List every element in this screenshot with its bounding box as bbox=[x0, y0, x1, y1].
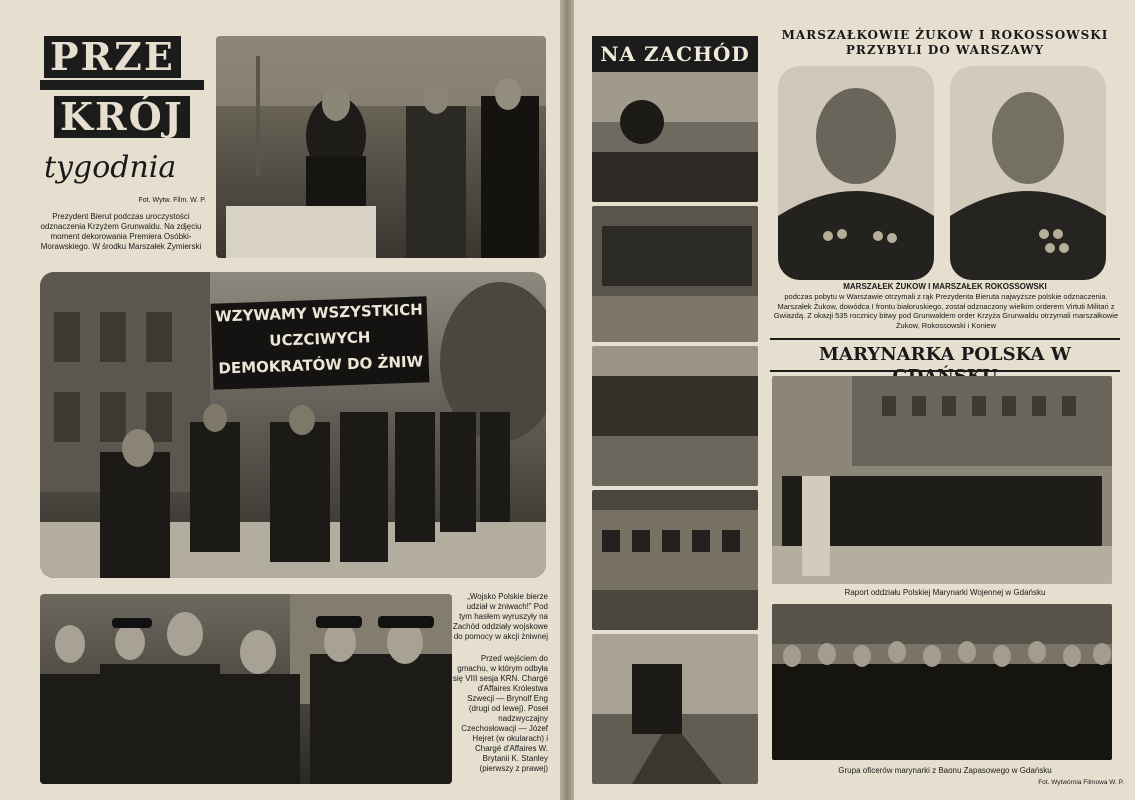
photo-navy-report bbox=[772, 376, 1112, 584]
photo-diplomats bbox=[40, 594, 452, 784]
photo-ceremony bbox=[216, 36, 546, 258]
caption-harvest-march: „Wojsko Polskie bierze udział w żniwach!” Pod tym hasłem wyruszyły na Zachód oddziały wojskowe do pomocy w akcji żniwnej bbox=[452, 592, 548, 641]
caption-ceremony: Prezydent Bierut podczas uroczystości odznaczenia Krzyżem Grunwaldu. Na zdjęciu moment dekorowania Premiera Osóbki-Morawskiego. W środku Marszałek Żymierski bbox=[40, 212, 202, 251]
banner-line1: WZYWAMY WSZYSTKICH bbox=[214, 300, 424, 326]
photo-credit-top: Fot. Wytw. Film. W. P. bbox=[138, 197, 206, 204]
masthead-subtitle: tygodnia bbox=[44, 150, 177, 185]
photo-marshal-zhukov bbox=[778, 66, 934, 280]
photo-west-3 bbox=[592, 346, 758, 486]
right-page bbox=[574, 0, 1135, 800]
spread-gutter bbox=[560, 0, 574, 800]
section-na-zachod: NA ZACHÓD bbox=[592, 36, 758, 72]
headline-navy: MARYNARKA POLSKA W bbox=[819, 344, 1071, 365]
photo-west-2 bbox=[592, 206, 758, 342]
caption-marshals-title: MARSZAŁEK ŻUKOW I MARSZAŁEK ROKOSSOWSKI bbox=[843, 282, 1047, 291]
navy-top-rule bbox=[770, 338, 1120, 340]
caption-navy-report: Raport oddziału Polskiej Marynarki Wojennej w Gdańsku bbox=[844, 588, 1046, 597]
caption-navy-officers: Grupa oficerów marynarki z Baonu Zapasowego w Gdańsku bbox=[838, 766, 1052, 775]
photo-west-5 bbox=[592, 634, 758, 784]
photo-west-4 bbox=[592, 490, 758, 630]
masthead-bar bbox=[40, 80, 204, 90]
headline-marshals-line1: MARSZAŁKOWIE ŻUKOW I ROKOSSOWSKI bbox=[781, 28, 1109, 42]
caption-marshals: podczas pobytu w Warszawie otrzymali z rąk Prezydenta Bieruta najwyższe polskie odznaczenia. Marszałek Żukow, dowódca I frontu białoruskiego, został odznaczony wielkim orderem Virtuti Militari z Gwiazdą. Z okazji 535 rocznicy bitwy pod Grunwaldem order Krzyża Grunwaldu otrzymali marszałkowie Żukow, Rokossowski i Koniew bbox=[773, 292, 1119, 330]
photo-navy-officers bbox=[772, 604, 1112, 760]
photo-west-1 bbox=[592, 72, 758, 202]
masthead-line1: PRZE bbox=[44, 36, 181, 78]
banner-line2: UCZCIWYCH bbox=[269, 328, 371, 350]
protest-banner bbox=[211, 296, 430, 389]
photo-marshal-rokossovsky bbox=[950, 66, 1106, 280]
headline-marshals-line2: PRZYBYLI DO WARSZAWY bbox=[845, 43, 1045, 57]
masthead-line2: KRÓJ bbox=[54, 96, 190, 138]
headline-marshals bbox=[770, 28, 1120, 58]
caption-diplomats: Przed wejściem do gmachu, w którym odbyła się VIII sesja KRN. Chargé d'Affaires Królestwa Szwecji — Brynolf Eng (drugi od lewej). Poseł nadzwyczajny Czechosłowacji — Józef Hejret (w okularach) i Chargé d'Affaires W. Brytanii K. Stanley (pierwszy z prawej) bbox=[452, 654, 548, 773]
photo-credit-bottom: Fot. Wytwórnia Filmowa W. P. bbox=[1038, 779, 1124, 786]
banner-line3: DEMOKRATÓW DO ŻNIW bbox=[218, 352, 424, 378]
navy-bottom-rule bbox=[770, 370, 1120, 372]
left-page bbox=[0, 0, 560, 800]
